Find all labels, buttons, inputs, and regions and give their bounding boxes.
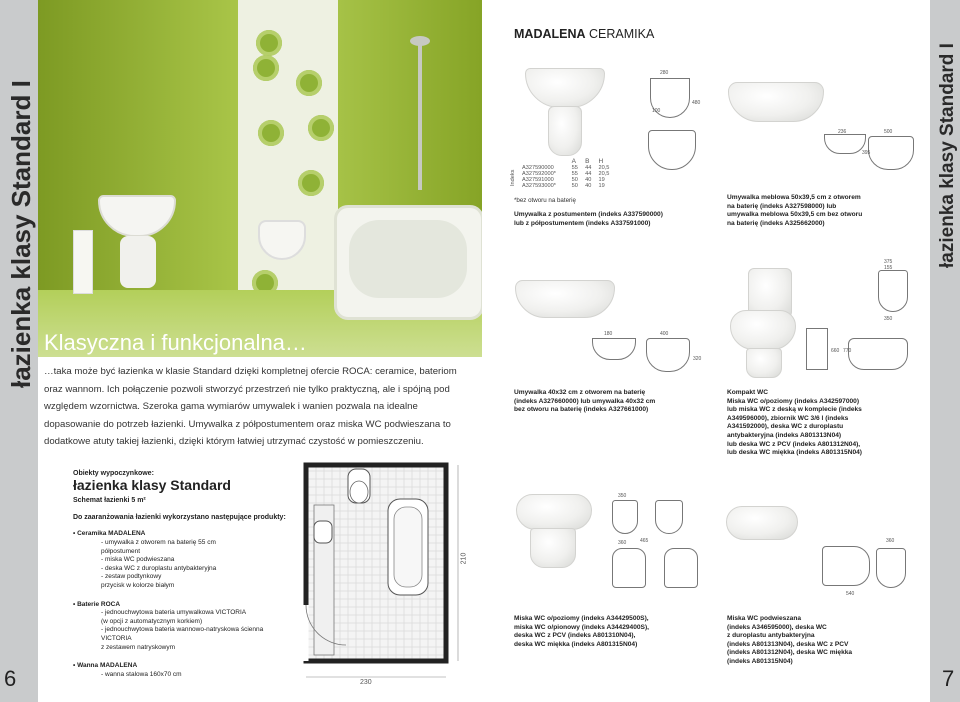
section-faucets: • Baterie ROCA - jednouchwytowa bateria umywalkowa VICTORIA (w opcji z automatycznym korkiem) - jednouchwytowa bateria wannowo-natryskowa ścienna VICTORIA z zestawem natryskowym [73,600,264,651]
dim-label: 350 [618,493,627,499]
wall-hung-wc-side-drawing [822,546,870,586]
index-table: Indeks A B H A327590000 55 44 20,5 A327592000* 55 44 20,5 A327591000 50 40 19 A327593000* 50 40 19 [512,158,642,189]
section-bathtub: • Wanna MADALENA - wanna stalowa 160x70 cm [73,662,182,678]
pedestal-image [548,106,582,156]
dim-label: 660 [831,348,840,354]
info-block [73,470,288,679]
dim-label: 500 [884,129,893,135]
floor-plan [300,455,470,687]
table-row: A327591000 50 40 19 [522,177,605,183]
shower-head [410,36,430,46]
plan-width-label: 230 [360,679,372,686]
wall-hung-wc-image [726,506,798,540]
section-ceramics: • Ceramika MADALENA - umywalka z otworem na baterię 55 cm półpostument - miska WC podwieszana - deska WC z duroplastu antybakteryjna - zestaw podtynkowy przycisk w kolorze białym [73,530,217,589]
info-title: łazienka klasy Standard [73,476,231,493]
furniture-washbasin-top-drawing [868,136,914,170]
index-note: *bez otworu na baterię [514,197,576,204]
bathroom-photo [38,0,482,357]
page-number-right: 7 [942,666,955,691]
flower-decor [256,30,282,56]
info-schema: Schemat łazienki 5 m² [73,497,146,505]
dim-label: 770 [843,348,852,354]
caption-compact-wc: Kompakt WC Miska WC o/poziomy (indeks A342597000) lub miska WC z deską w komplecie (indeks A349596000), zbiornik WC 3/6 l (indeks A341592000), deska WC z duroplastu antybakteryjna (indeks A801313N04) lub deska WC z PCV (indeks A801312N04), lub deska WC miękka (indeks A801315N04) [727,389,862,457]
dim-label: 480 [692,100,701,106]
dim-label: 465 [640,538,649,544]
dim-label: 395 [862,150,871,156]
floor-plan-drawing [300,455,470,687]
floor-wc-top-drawing-2 [655,500,683,534]
caption-furniture-washbasin: Umywalka meblowa 50x39,5 cm z otworem na baterię (indeks A327598000) lub umywalka meblowa 50x39,5 cm bez otworu na baterię (indeks A325662000) [727,194,863,227]
compact-wc-top-drawing [878,270,908,312]
info-label: Obiekty wypoczynkowe: [73,470,154,477]
flower-decor [296,70,322,96]
photo-wall-right [338,0,482,230]
furniture-washbasin-side-drawing [824,134,866,154]
dim-label: 155 [884,265,893,271]
small-washbasin-top-drawing [646,338,690,372]
small-washbasin-side-drawing [592,338,636,360]
washbasin-pedestal-image [525,68,605,108]
photo-towel [73,230,93,294]
shower-pipe [418,40,422,190]
caption-pedestal-washbasin: Umywalka z postumentem (indeks A337590000) lub z półpostumentem (indeks A337591000) [514,211,663,227]
floor-wc-side-drawing-2 [664,548,698,588]
dim-label: 236 [838,129,847,135]
floor-wc-base-image [530,528,576,568]
compact-wc-base-image [746,348,782,378]
dim-label: 400 [660,331,669,337]
table-row: A327590000 55 44 20,5 [522,165,610,171]
side-title-left: łazienka klasy Standard I [6,80,36,388]
compact-wc-side-drawing [848,338,908,370]
dim-label: 280 [660,70,669,76]
washbasin-top-drawing [648,130,696,170]
photo-bathtub [334,205,482,320]
dim-label: 350 [884,316,893,322]
table-row: A327593000* 50 40 19 [522,183,605,189]
compact-wc-bowl-image [730,310,796,350]
compact-wc-front-drawing [806,328,828,370]
dim-label: 320 [693,356,702,362]
caption-small-washbasin: Umywalka 40x32 cm z otworem na baterię (indeks A327660000) lub umywalka 40x32 cm bez otworu na baterię (indeks A327661000) [514,389,656,414]
info-used: Do zaaranżowania łazienki wykorzystano następujące produkty: [73,513,286,521]
dim-label: 540 [846,591,855,597]
flower-decor [253,55,279,81]
small-washbasin-image [515,280,615,318]
dim-label: 100 [652,108,661,114]
dim-label: 375 [884,259,893,265]
plan-height-label: 210 [460,552,468,565]
page-number-left: 6 [4,666,17,691]
side-title-right: łazienka klasy Standard I [937,43,958,268]
floor-wc-side-drawing [612,548,646,588]
flower-decor [298,170,324,196]
dim-label: 180 [604,331,613,337]
flower-decor [258,120,284,146]
photo-heading: Klasyczna i funkcjonalna… [44,330,307,355]
floor-wc-top-drawing [612,500,638,534]
floor-wc-bowl-image [516,494,592,530]
caption-floor-wc: Miska WC o/poziomy (indeks A34429500S), miska WC o/pionowy (indeks A34429400S), deska WC z PCV (indeks A801310N04), deska WC miękka (indeks A801315N04) [514,615,649,648]
table-row: A327592000* 55 44 20,5 [522,171,610,177]
dim-label: 360 [618,540,627,546]
caption-wall-hung-wc: Miska WC podwieszana (indeks A346595000), deska WC z duroplastu antybakteryjna (indeks A801313N04), deska WC z PCV (indeks A801312N04), deska WC miękka (indeks A801315N04) [727,615,853,665]
right-title: MADALENA CERAMIKA [514,27,655,41]
intro-text: …taka może być łazienka w klasie Standard dzięki kompletnej ofercie ROCA: ceramice, bateriom oraz wannom. Ich połączenie pozwoli stworzyć przestrzeń nie tylko praktyczną, ale i spójną pod względem wzornictwa. Szeroka gama wymiarów umywalek i wanien pozwala na idealne dopasowanie do potrzeb łazienki. Umywalka z półpostumentem oraz miska WC podwieszana to dodatkowe atuty takiej łazienki, dzięki którym łatwiej utrzymać czystość w pomieszczeniu. [44,366,457,448]
dim-label: 360 [886,538,895,544]
wall-hung-wc-top-drawing [876,548,906,588]
furniture-washbasin-image [728,82,824,122]
photo-pedestal [120,236,156,288]
flower-decor [308,115,334,141]
